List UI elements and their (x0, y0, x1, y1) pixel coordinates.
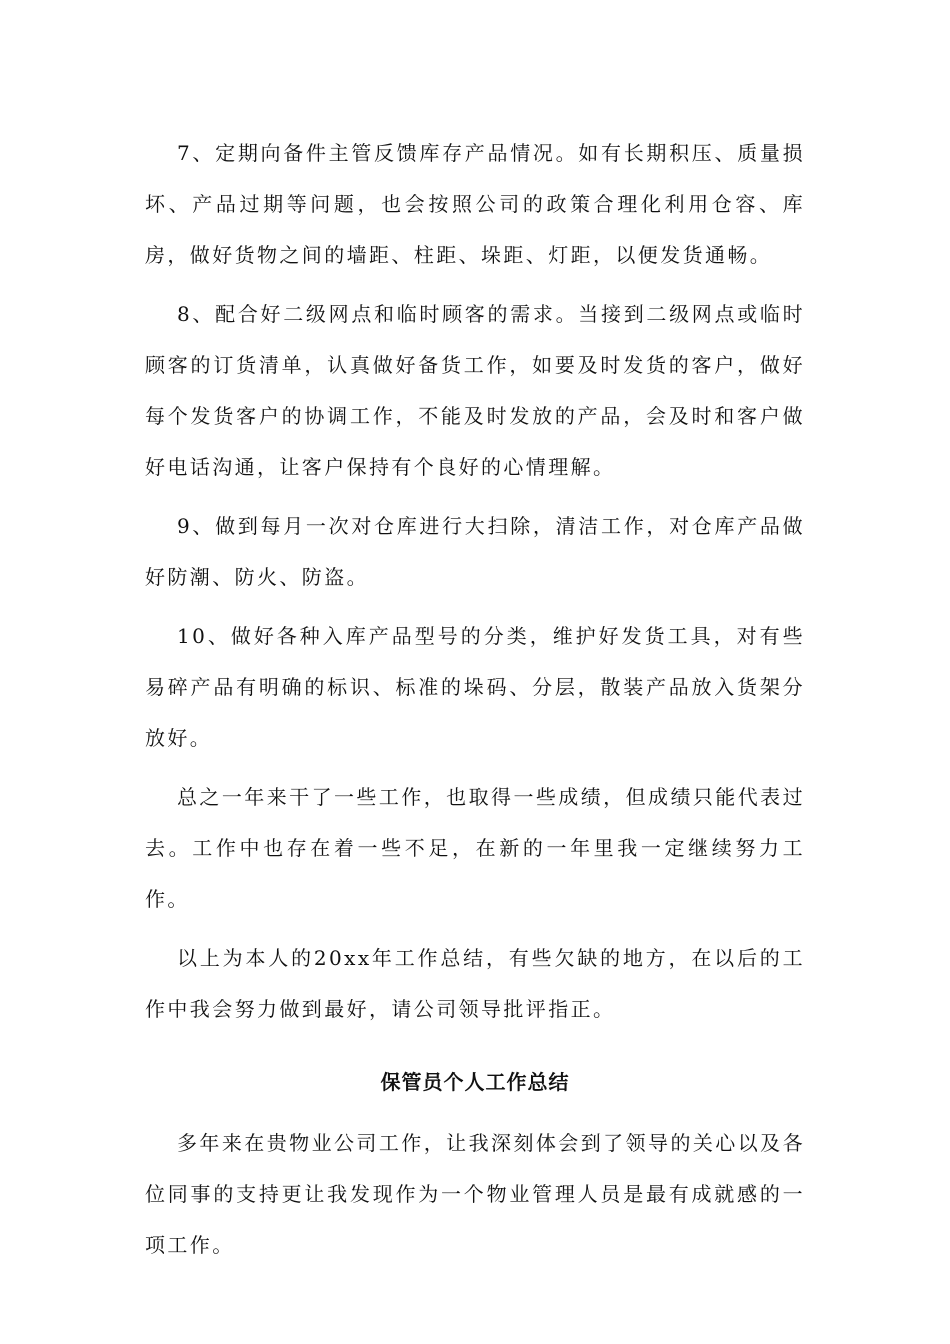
document-page (145, 128, 805, 1279)
paragraph-summary: 总之一年来干了一些工作，也取得一些成绩，但成绩只能代表过去。工作中也存在着一些不足，在新的一年里我一定继续努力工作。 (145, 785, 805, 911)
paragraph-item-9: 9、做到每月一次对仓库进行大扫除，清洁工作，对仓库产品做好防潮、防火、防盗。 (145, 514, 805, 589)
paragraph-item-8: 8、配合好二级网点和临时顾客的需求。当接到二级网点或临时顾客的订货清单，认真做好备货工作，如要及时发货的客户，做好每个发货客户的协调工作，不能及时发放的产品，会及时和客户做好电话沟通，让客户保持有个良好的心情理解。 (145, 302, 805, 479)
paragraph-closing: 以上为本人的20xx年工作总结，有些欠缺的地方，在以后的工作中我会努力做到最好，请公司领导批评指正。 (145, 946, 805, 1021)
paragraph-item-7: 7、定期向备件主管反馈库存产品情况。如有长期积压、质量损坏、产品过期等问题，也会按照公司的政策合理化利用仓容、库房，做好货物之间的墙距、柱距、垛距、灯距，以便发货通畅。 (145, 141, 805, 267)
paragraph-intro: 多年来在贵物业公司工作，让我深刻体会到了领导的关心以及各位同事的支持更让我发现作为一个物业管理人员是最有成就感的一项工作。 (145, 1131, 805, 1257)
paragraph-item-10: 10、做好各种入库产品型号的分类，维护好发货工具，对有些易碎产品有明确的标识、标准的垛码、分层，散装产品放入货架分放好。 (145, 624, 805, 750)
section-heading: 保管员个人工作总结 (380, 1070, 570, 1094)
